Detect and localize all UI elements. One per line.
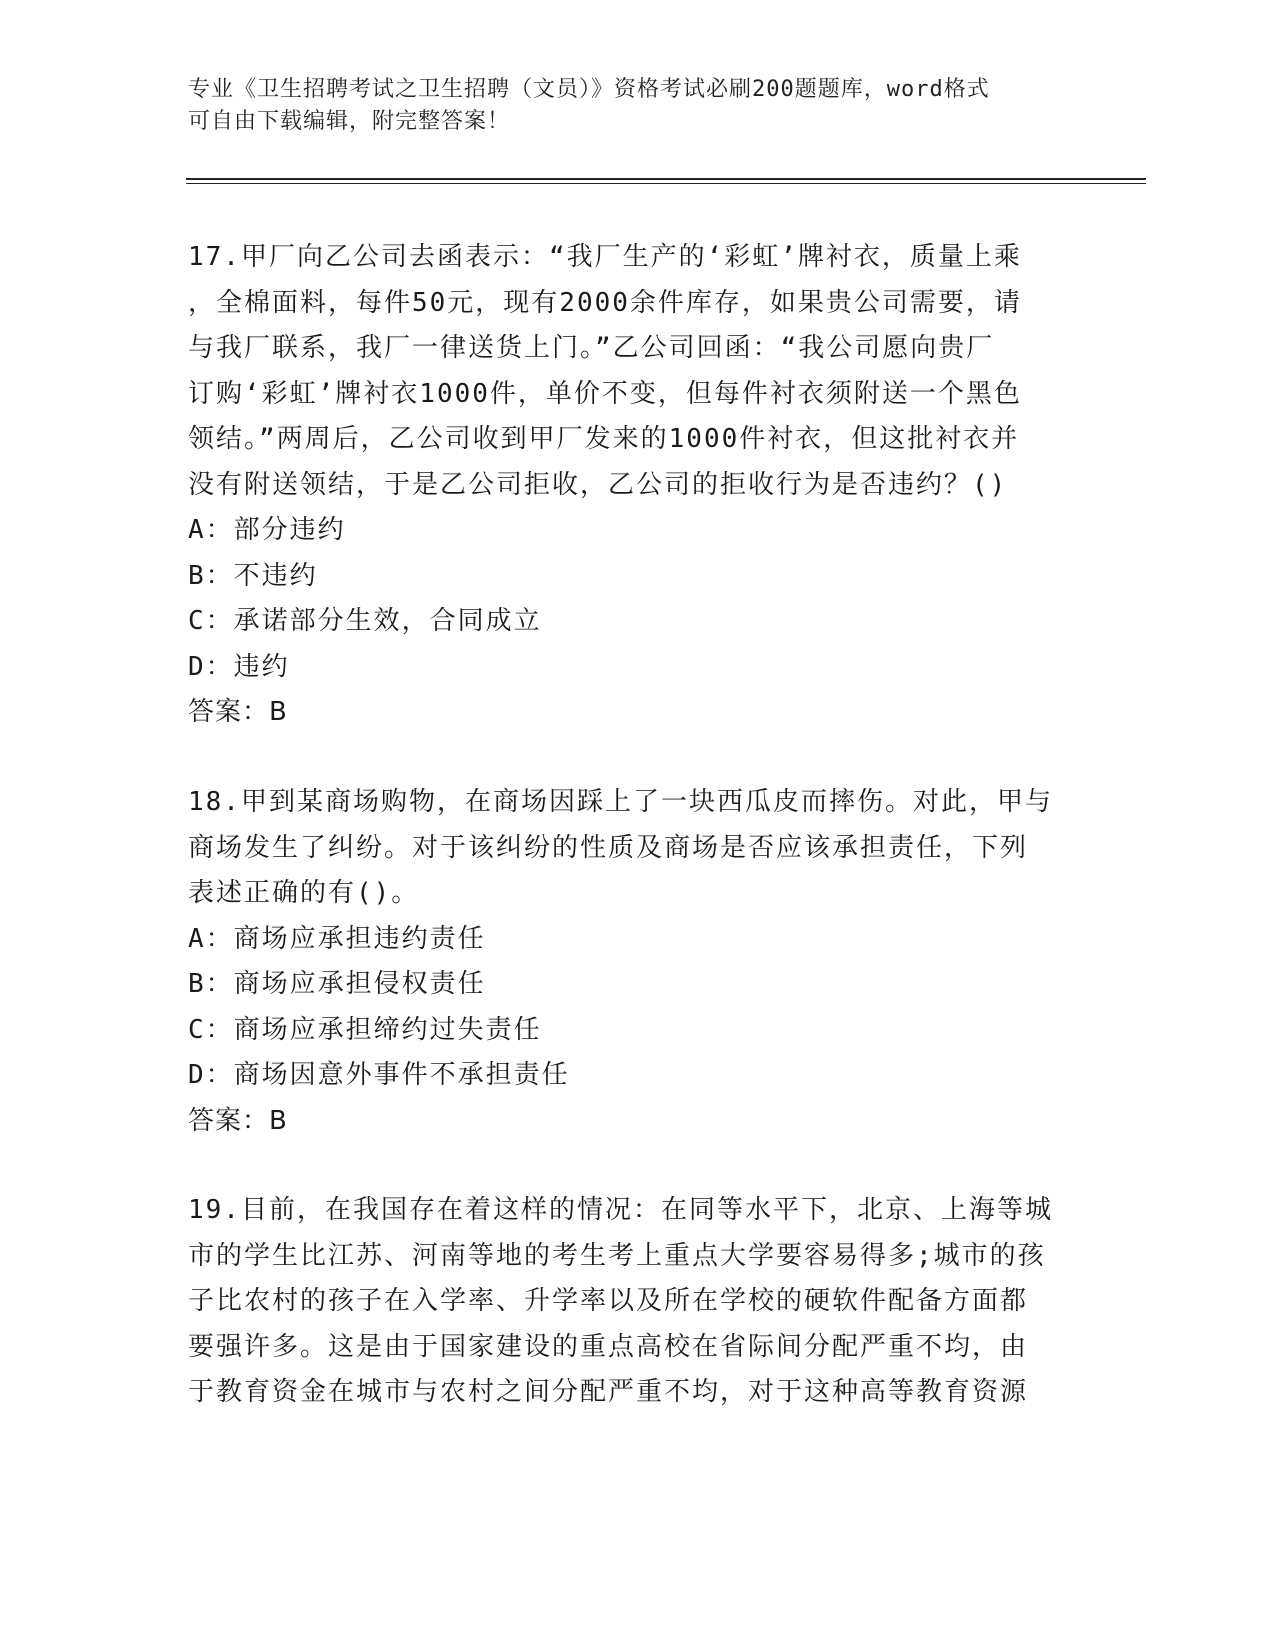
question-stem-line: 18.甲到某商场购物，在商场因踩上了一块西瓜皮而摔伤。对此，甲与	[188, 787, 1053, 817]
question-stem-line: ，全棉面料，每件50元，现有2000余件库存，如果贵公司需要，请	[188, 287, 1022, 318]
document-header	[188, 74, 1088, 138]
question-block-18	[188, 780, 1088, 1144]
question-stem-line: 要强许多。这是由于国家建设的重点高校在省际间分配严重不均，由	[188, 1331, 1029, 1362]
question-stem-line: 订购‘彩虹’牌衬衣1000件，单价不变，但每件衬衣须附送一个黑色	[188, 378, 1022, 409]
option-b: B：不违约	[188, 560, 318, 591]
question-block-17	[188, 235, 1088, 736]
option-a: A：部分违约	[188, 515, 346, 545]
question-stem-line: 子比农村的孩子在入学率、升学率以及所在学校的硬软件配备方面都	[188, 1286, 1029, 1316]
option-d: D：违约	[188, 651, 290, 682]
question-stem-line: 17.甲厂向乙公司去函表示：“我厂生产的‘彩虹’牌衬衣，质量上乘	[188, 242, 1022, 272]
option-d: D：商场因意外事件不承担责任	[188, 1060, 570, 1090]
header-divider-thin	[186, 183, 1146, 184]
question-stem-line: 商场发生了纠纷。对于该纠纷的性质及商场是否应该承担责任，下列	[188, 832, 1029, 863]
option-b: B：商场应承担侵权责任	[188, 969, 486, 999]
header-divider	[186, 178, 1146, 180]
header-line: 可自由下载编辑，附完整答案！	[188, 109, 511, 134]
question-stem-line: 领结。”两周后，乙公司收到甲厂发来的1000件衬衣，但这批衬衣并	[188, 424, 1020, 454]
question-block-19	[188, 1188, 1088, 1416]
question-stem-line: 于教育资金在城市与农村之间分配严重不均，对于这种高等教育资源	[188, 1377, 1029, 1407]
answer-text: 答案：B	[188, 1105, 288, 1136]
option-c: C：商场应承担缔约过失责任	[188, 1014, 542, 1045]
question-stem-line: 市的学生比江苏、河南等地的考生考上重点大学要容易得多;城市的孩	[188, 1240, 1046, 1271]
question-stem-line: 没有附送领结，于是乙公司拒收，乙公司的拒收行为是否违约？()	[188, 469, 1008, 500]
option-a: A：商场应承担违约责任	[188, 923, 486, 954]
question-stem-line: 表述正确的有()。	[188, 878, 420, 908]
question-stem-line: 与我厂联系，我厂一律送货上门。”乙公司回函：“我公司愿向贵厂	[188, 333, 995, 363]
option-c: C：承诺部分生效，合同成立	[188, 606, 542, 636]
header-line: 专业《卫生招聘考试之卫生招聘（文员）》资格考试必刷200题题库，word格式	[188, 77, 990, 102]
question-stem-line: 19.目前，在我国存在着这样的情况：在同等水平下，北京、上海等城	[188, 1195, 1053, 1225]
answer-text: 答案：B	[188, 697, 288, 727]
